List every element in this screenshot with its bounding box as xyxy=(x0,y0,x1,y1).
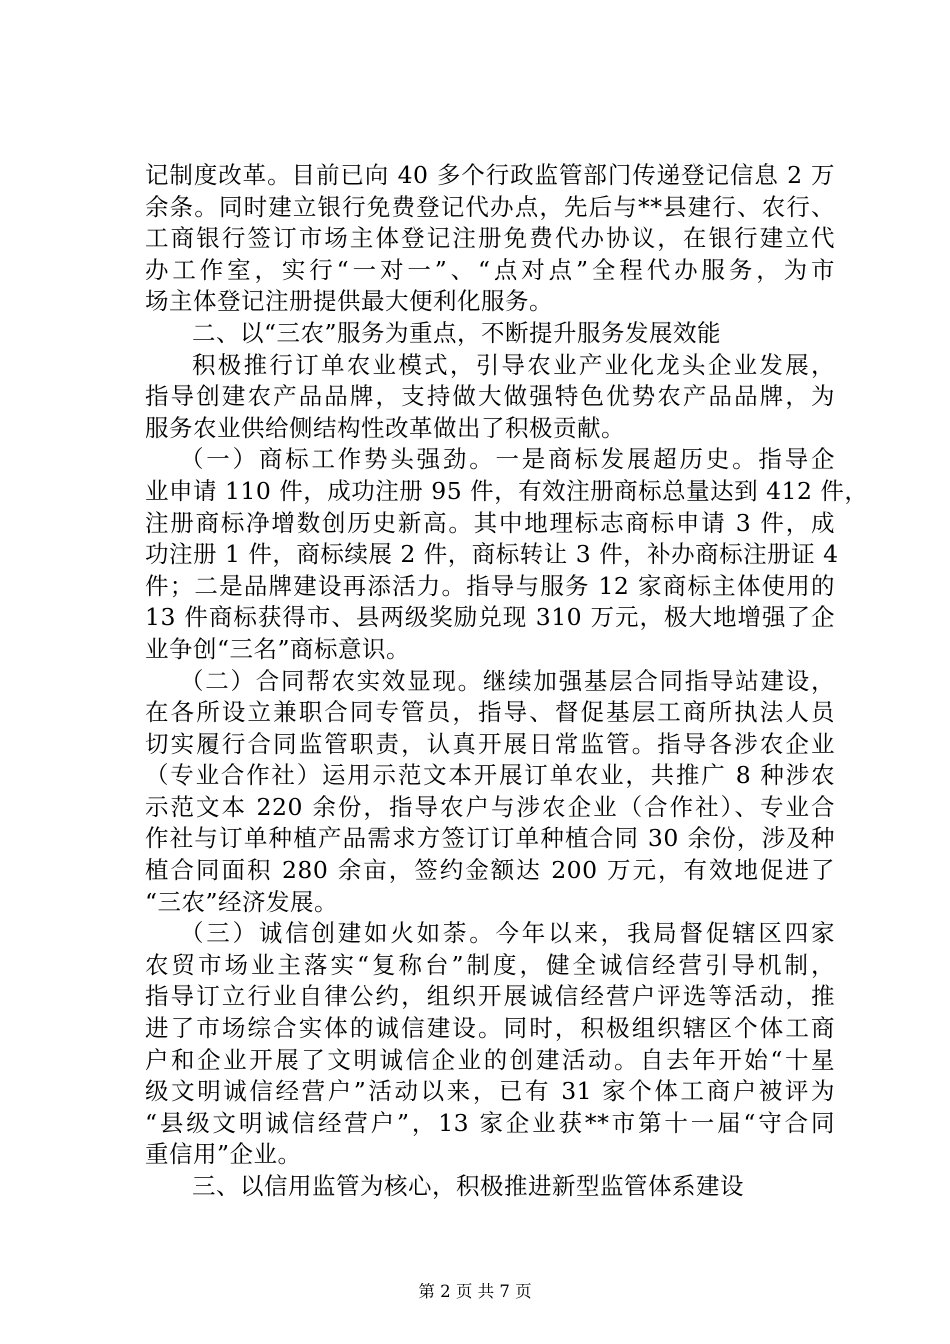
document-body xyxy=(145,160,869,1203)
text-line: 13 件商标获得市、县两级奖励兑现 310 万元，极大地增强了企 xyxy=(145,603,835,632)
text-line: 指导创建农产品品牌，支持做大做强特色优势农产品品牌，为 xyxy=(145,382,835,411)
text-line: 进了市场综合实体的诚信建设。同时，积极组织辖区个体工商 xyxy=(145,1014,835,1043)
text-line: 植合同面积 280 余亩，签约金额达 200 万元，有效地促进了 xyxy=(145,856,835,885)
section-heading-2: 二、以“三农”服务为重点，不断提升服务发展效能 xyxy=(192,318,722,347)
subsection-2-start: （二）合同帮农实效显现。继续加强基层合同指导站建设， xyxy=(180,666,835,695)
text-line: （专业合作社）运用示范文本开展订单农业，共推广 8 种涉农 xyxy=(145,761,835,790)
text-line: 指导订立行业自律公约，组织开展诚信经营户评选等活动，推 xyxy=(145,982,835,1011)
text-line: 服务农业供给侧结构性改革做出了积极贡献。 xyxy=(145,413,625,442)
subsection-3-start: （三）诚信创建如火如荼。今年以来，我局督促辖区四家 xyxy=(180,919,835,948)
text-line: 场主体登记注册提供最大便利化服务。 xyxy=(145,287,553,316)
page-footer: 第 2 页 共 7 页 xyxy=(418,1282,532,1301)
text-line: 注册商标净增数创历史新高。其中地理标志商标申请 3 件，成 xyxy=(145,508,835,537)
text-line: 积极推行订单农业模式，引导农业产业化龙头企业发展， xyxy=(192,350,835,379)
text-line: 切实履行合同监管职责，认真开展日常监管。指导各涉农企业 xyxy=(145,729,835,758)
text-line: 办工作室，实行“一对一”、“点对点”全程代办服务，为市 xyxy=(145,255,835,284)
text-line: 件；二是品牌建设再添活力。指导与服务 12 家商标主体使用的 xyxy=(145,571,835,600)
text-line: “三农”经济发展。 xyxy=(145,887,339,916)
section-heading-3: 三、以信用监管为核心，积极推进新型监管体系建设 xyxy=(192,1172,744,1200)
text-line: 示范文本 220 余份，指导农户与涉农企业（合作社）、专业合 xyxy=(145,792,835,821)
text-line: 功注册 1 件，商标续展 2 件，商标转让 3 件，补办商标注册证 4 xyxy=(145,540,839,569)
text-line: 业争创“三名”商标意识。 xyxy=(145,634,411,663)
text-line: 业申请 110 件，成功注册 95 件，有效注册商标总量达到 412 件， xyxy=(145,476,869,505)
text-line: 级文明诚信经营户”活动以来，已有 31 家个体工商户被评为 xyxy=(145,1077,835,1106)
text-line: 记制度改革。目前已向 40 多个行政监管部门传递登记信息 2 万 xyxy=(145,161,835,189)
text-line: 作社与订单种植产品需求方签订订单种植合同 30 余份，涉及种 xyxy=(145,824,835,853)
text-line: 工商银行签订市场主体登记注册免费代办协议，在银行建立代 xyxy=(145,224,835,253)
text-line: 在各所设立兼职合同专管员，指导、督促基层工商所执法人员 xyxy=(145,698,835,727)
text-line: 户和企业开展了文明诚信企业的创建活动。自去年开始“十星 xyxy=(145,1045,835,1074)
subsection-1-start: （一）商标工作势头强劲。一是商标发展超历史。指导企 xyxy=(180,445,835,474)
text-line: 农贸市场业主落实“复称台”制度，健全诚信经营引导机制， xyxy=(145,950,835,979)
text-line: “县级文明诚信经营户”，13 家企业获**市第十一届“守合同 xyxy=(145,1108,835,1137)
text-line: 余条。同时建立银行免费登记代办点，先后与**县建行、农行、 xyxy=(145,192,835,221)
text-line: 重信用”企业。 xyxy=(145,1140,302,1169)
